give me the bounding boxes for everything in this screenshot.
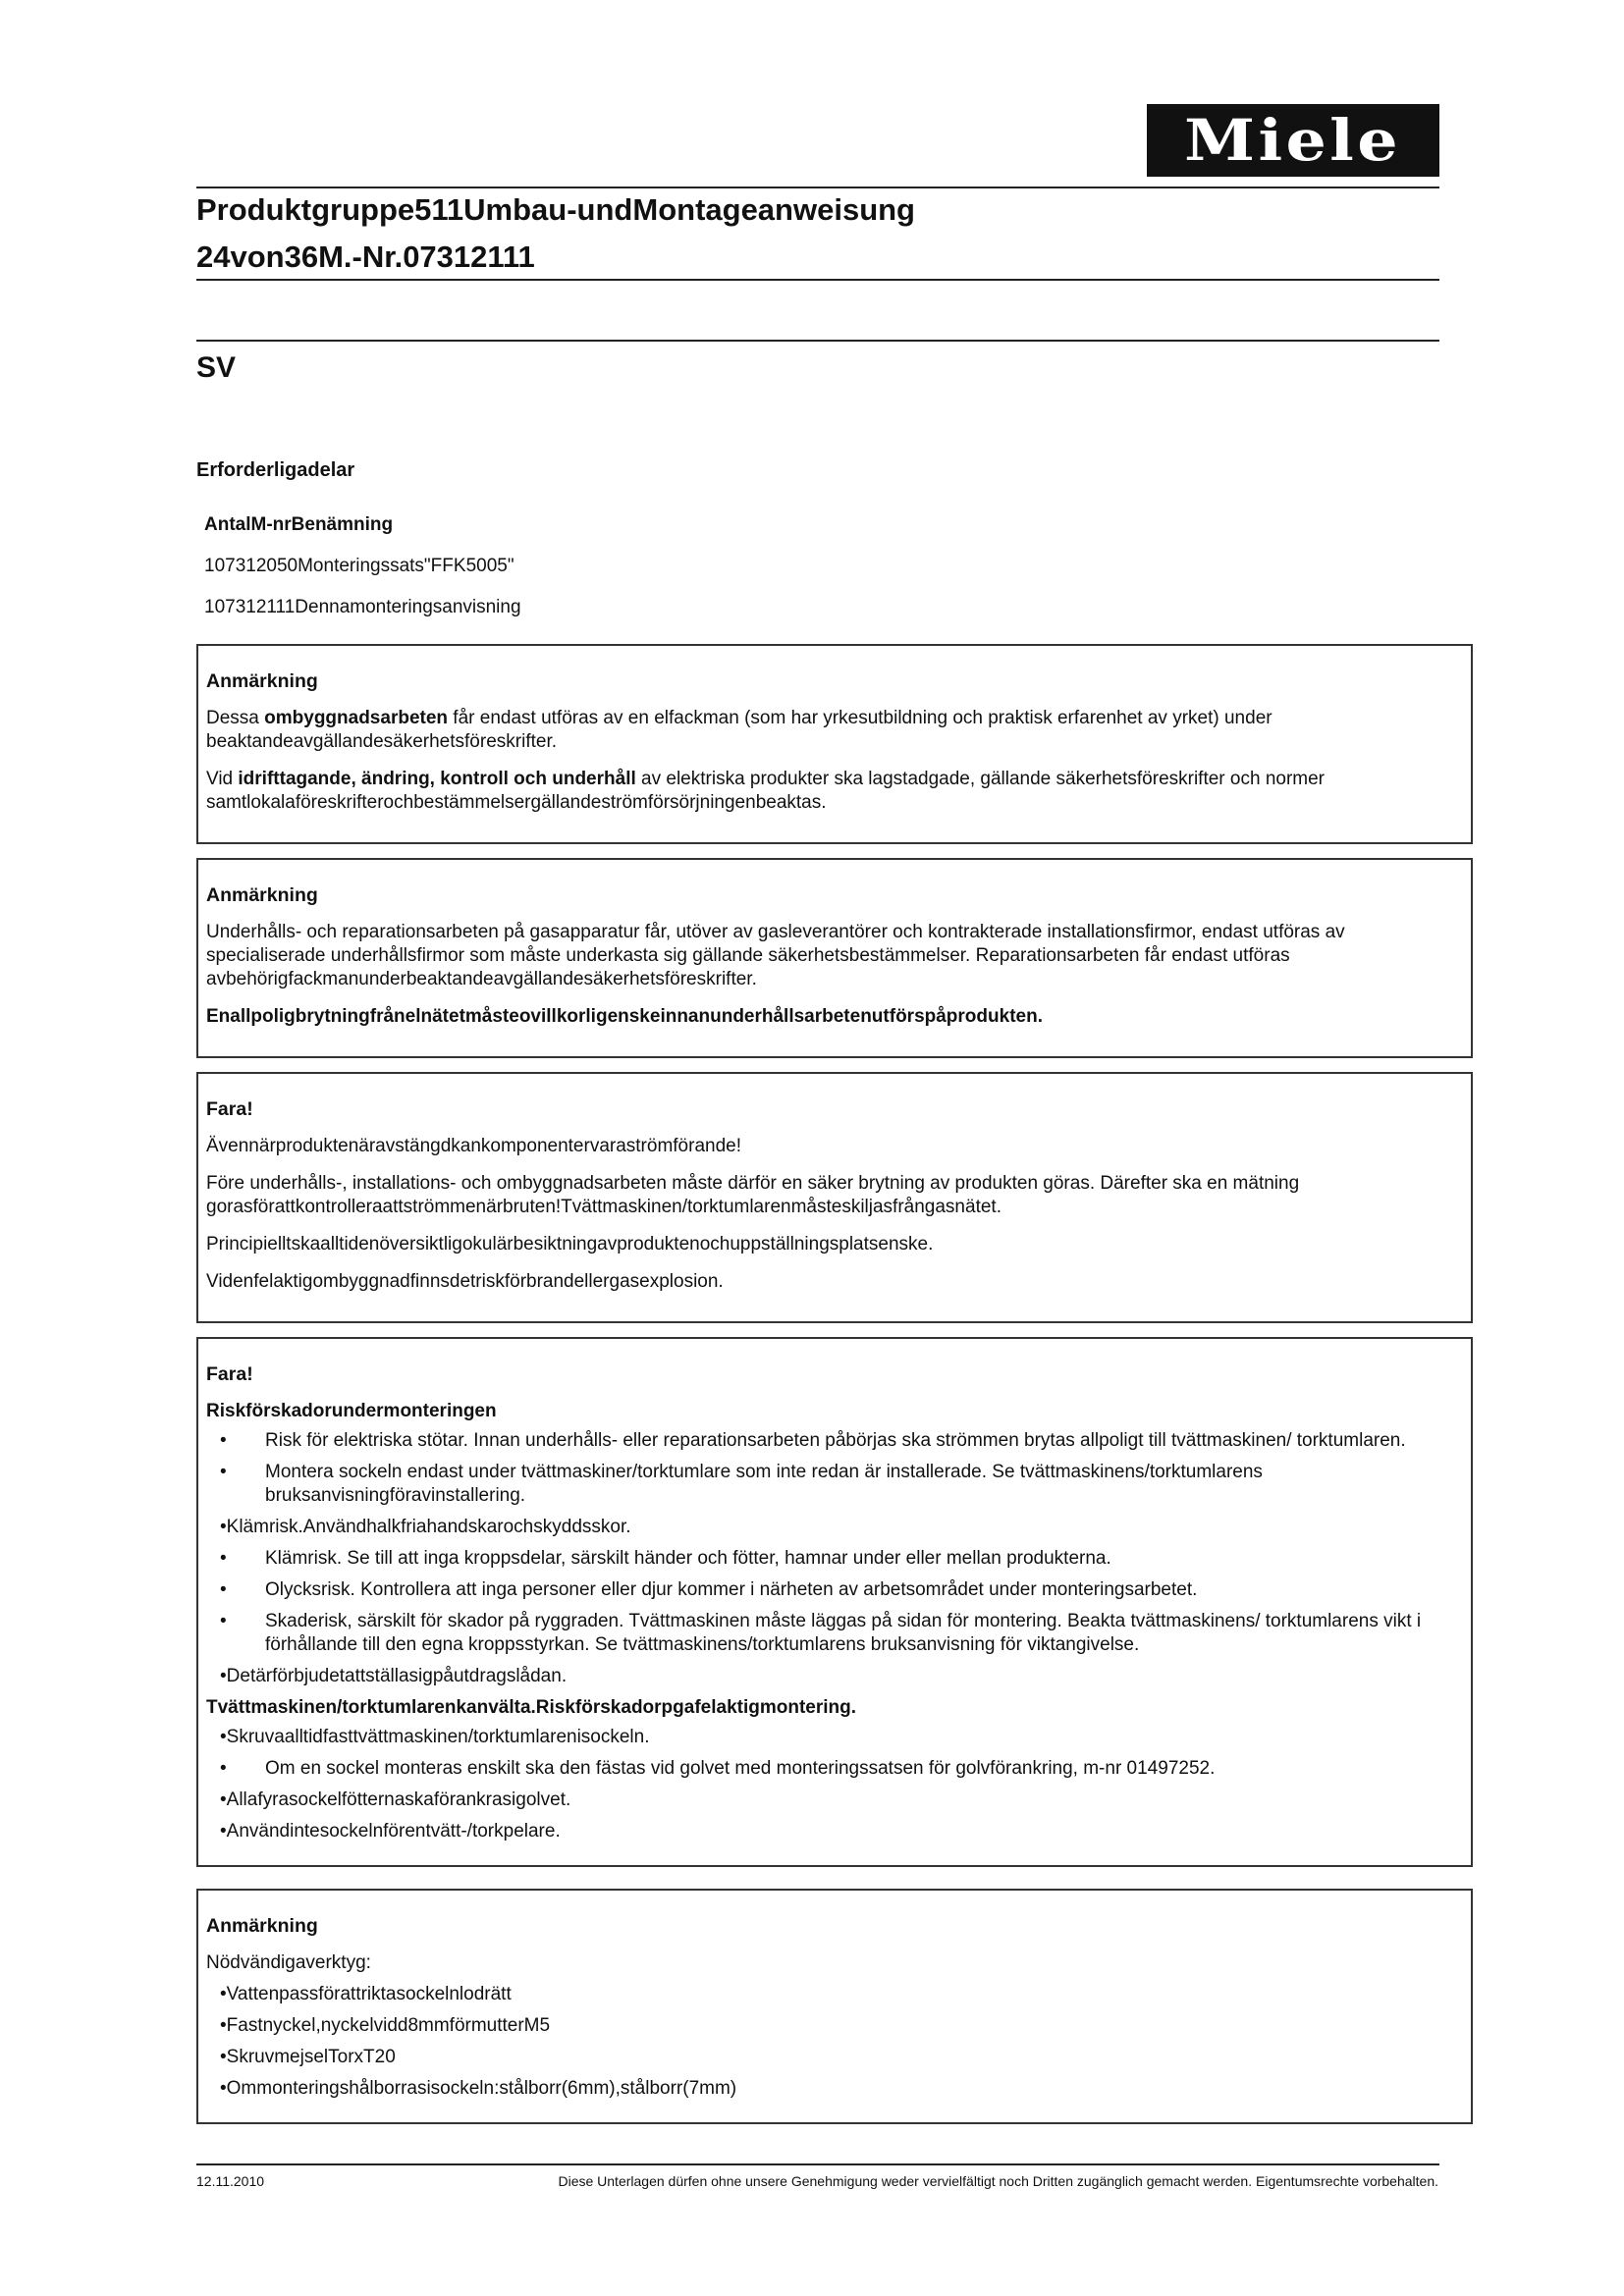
required-parts-title: Erforderligadelar [196, 459, 355, 481]
list-item: •Användintesockelnförentvätt-/torkpelare. [220, 1821, 561, 1842]
miele-logo: Miele [1147, 104, 1439, 177]
note-paragraph: Underhålls- och reparationsarbeten på gasapparatur får, utöver av gasleverantörer och kontrakterade installationsfirmor, endast utföras av specialiserade underhållsfirmor som måste underkasta sig gällande säkerhetsbestämmelser. Reparationsarbeten får endast utföras avbehörigfackmanunderbeaktandeavgällandesäkerhetsföreskrifter. [206, 922, 1345, 989]
document-title: Produktgruppe511Umbau-undMontageanweisung [196, 192, 915, 227]
danger-paragraph: Ävennärproduktenäravstängdkankomponentervaraströmförande! [206, 1136, 741, 1156]
danger-subtitle: Tvättmaskinen/torktumlarenkanvälta.Riskförskadorpgafelaktigmontering. [206, 1697, 857, 1718]
risk-list [206, 1547, 1445, 1657]
header-rule-bottom [196, 279, 1439, 281]
note-warning-paragraph: Enallpoligbrytningfrånelnätetmåsteovillkorligenskeinnanunderhållsarbetenutförspåprodukten. [206, 1006, 1043, 1027]
note-paragraph: Dessa ombyggnadsarbeten får endast utföras av en elfackman (som har yrkesutbildning och praktisk erfarenhet av yrket) under beaktandeavgällandesäkerhetsföreskrifter. [206, 708, 1272, 752]
required-parts-table [204, 505, 521, 628]
list-item: • Om en sockel monteras enskilt ska den fästas vid golvet med monteringssatsen för golvförankring, m-nr 01497252. [206, 1757, 1445, 1781]
note-box-qualified-personnel [196, 644, 1473, 844]
document-subtitle: 24von36M.-Nr.07312111 [196, 240, 535, 274]
danger-paragraph: Principielltskaalltidenöversiktligokulärbesiktningavproduktenochuppställningsplatsenske. [206, 1234, 934, 1255]
list-item: • Skaderisk, särskilt för skador på ryggraden. Tvättmaskinen måste läggas på sidan för montering. Beakta tvättmaskinens/ torktumlarens vikt i förhållande till den egna kroppsstyrkan. Se tvättmaskinens/torktumlarens bruksanvisning för viktangivelse. [206, 1610, 1445, 1657]
list-item: •Allafyrasockelfötternaskaförankrasigolvet. [220, 1789, 571, 1810]
danger-subtitle: Riskförskadorundermonteringen [206, 1401, 497, 1421]
parts-table-row: 107312050Monteringssats"FFK5005" [204, 556, 514, 576]
danger-box-live-components [196, 1072, 1473, 1323]
note-paragraph: Vid idrifttagande, ändring, kontroll och underhåll av elektriska produkter ska lagstadgade, gällande säkerhetsföreskrifter och normer samtlokalaföreskrifterochbestämmelsergällandeströmförsörjningenbeaktas. [206, 769, 1326, 813]
parts-table-header: AntalM-nrBenämning [204, 514, 394, 535]
danger-title: Fara! [206, 1098, 253, 1120]
parts-table-row: 107312111Dennamonteringsanvisning [204, 597, 521, 617]
language-code: SV [196, 351, 237, 384]
note-box-gas-appliances [196, 858, 1473, 1058]
footer-rule [196, 2163, 1439, 2165]
header-rule-top [196, 187, 1439, 188]
list-item: •Klämrisk.Användhalkfriahandskarochskyddsskor. [220, 1517, 631, 1537]
note-box-tools [196, 1889, 1473, 2124]
list-item: • Olycksrisk. Kontrollera att inga personer eller djur kommer i närheten av arbetsområdet under monteringsarbetet. [206, 1578, 1445, 1602]
list-item: • Risk för elektriska stötar. Innan underhålls- eller reparationsarbeten påbörjas ska strömmen brytas allpoligt till tvättmaskinen/ torktumlaren. [206, 1429, 1445, 1453]
danger-box-mounting-risks [196, 1337, 1473, 1867]
danger-paragraph: Videnfelaktigombyggnadfinnsdetriskförbrandellergasexplosion. [206, 1271, 724, 1292]
list-item: • Montera sockeln endast under tvättmaskiner/torktumlare som inte redan är installerade. Se tvättmaskinens/torktumlarens bruksanvisningföravinstallering. [206, 1461, 1445, 1508]
footer-date: 12.11.2010 [196, 2173, 265, 2189]
danger-title: Fara! [206, 1363, 253, 1385]
tools-intro: Nödvändigaverktyg: [206, 1952, 371, 1973]
footer-copyright-notice: Diese Unterlagen dürfen ohne unsere Genehmigung weder vervielfältigt noch Dritten zugänglich gemacht werden. Eigentumsrechte vorbehalten. [558, 2173, 1438, 2189]
risk-list [206, 1429, 1445, 1508]
section-rule [196, 340, 1439, 342]
risk-list [206, 1757, 1445, 1781]
note-title: Anmärkning [206, 884, 318, 906]
danger-paragraph: Före underhålls-, installations- och ombyggnadsarbeten måste därför en säker brytning av produkten göras. Därefter ska en mätning gorasförattkontrolleraattströmmenärbruten!Tvättmaskinen/torktumlarenmåsteskiljasfrångasnätet. [206, 1173, 1300, 1217]
note-title: Anmärkning [206, 1915, 318, 1937]
list-item: •Detärförbjudetattställasigpåutdragslådan. [220, 1666, 568, 1686]
tool-item: •Ommonteringshålborrasisockeln:stålborr(6mm),stålborr(7mm) [220, 2078, 737, 2099]
tool-item: •Vattenpassförattriktasockelnlodrätt [220, 1984, 512, 2004]
tool-item: •SkruvmejselTorxT20 [220, 2047, 396, 2067]
tool-item: •Fastnyckel,nyckelvidd8mmförmutterM5 [220, 2015, 551, 2036]
list-item: •Skruvaalltidfasttvättmaskinen/torktumlarenisockeln. [220, 1727, 650, 1747]
note-title: Anmärkning [206, 670, 318, 692]
list-item: • Klämrisk. Se till att inga kroppsdelar, särskilt händer och fötter, hamnar under eller mellan produkterna. [206, 1547, 1445, 1571]
